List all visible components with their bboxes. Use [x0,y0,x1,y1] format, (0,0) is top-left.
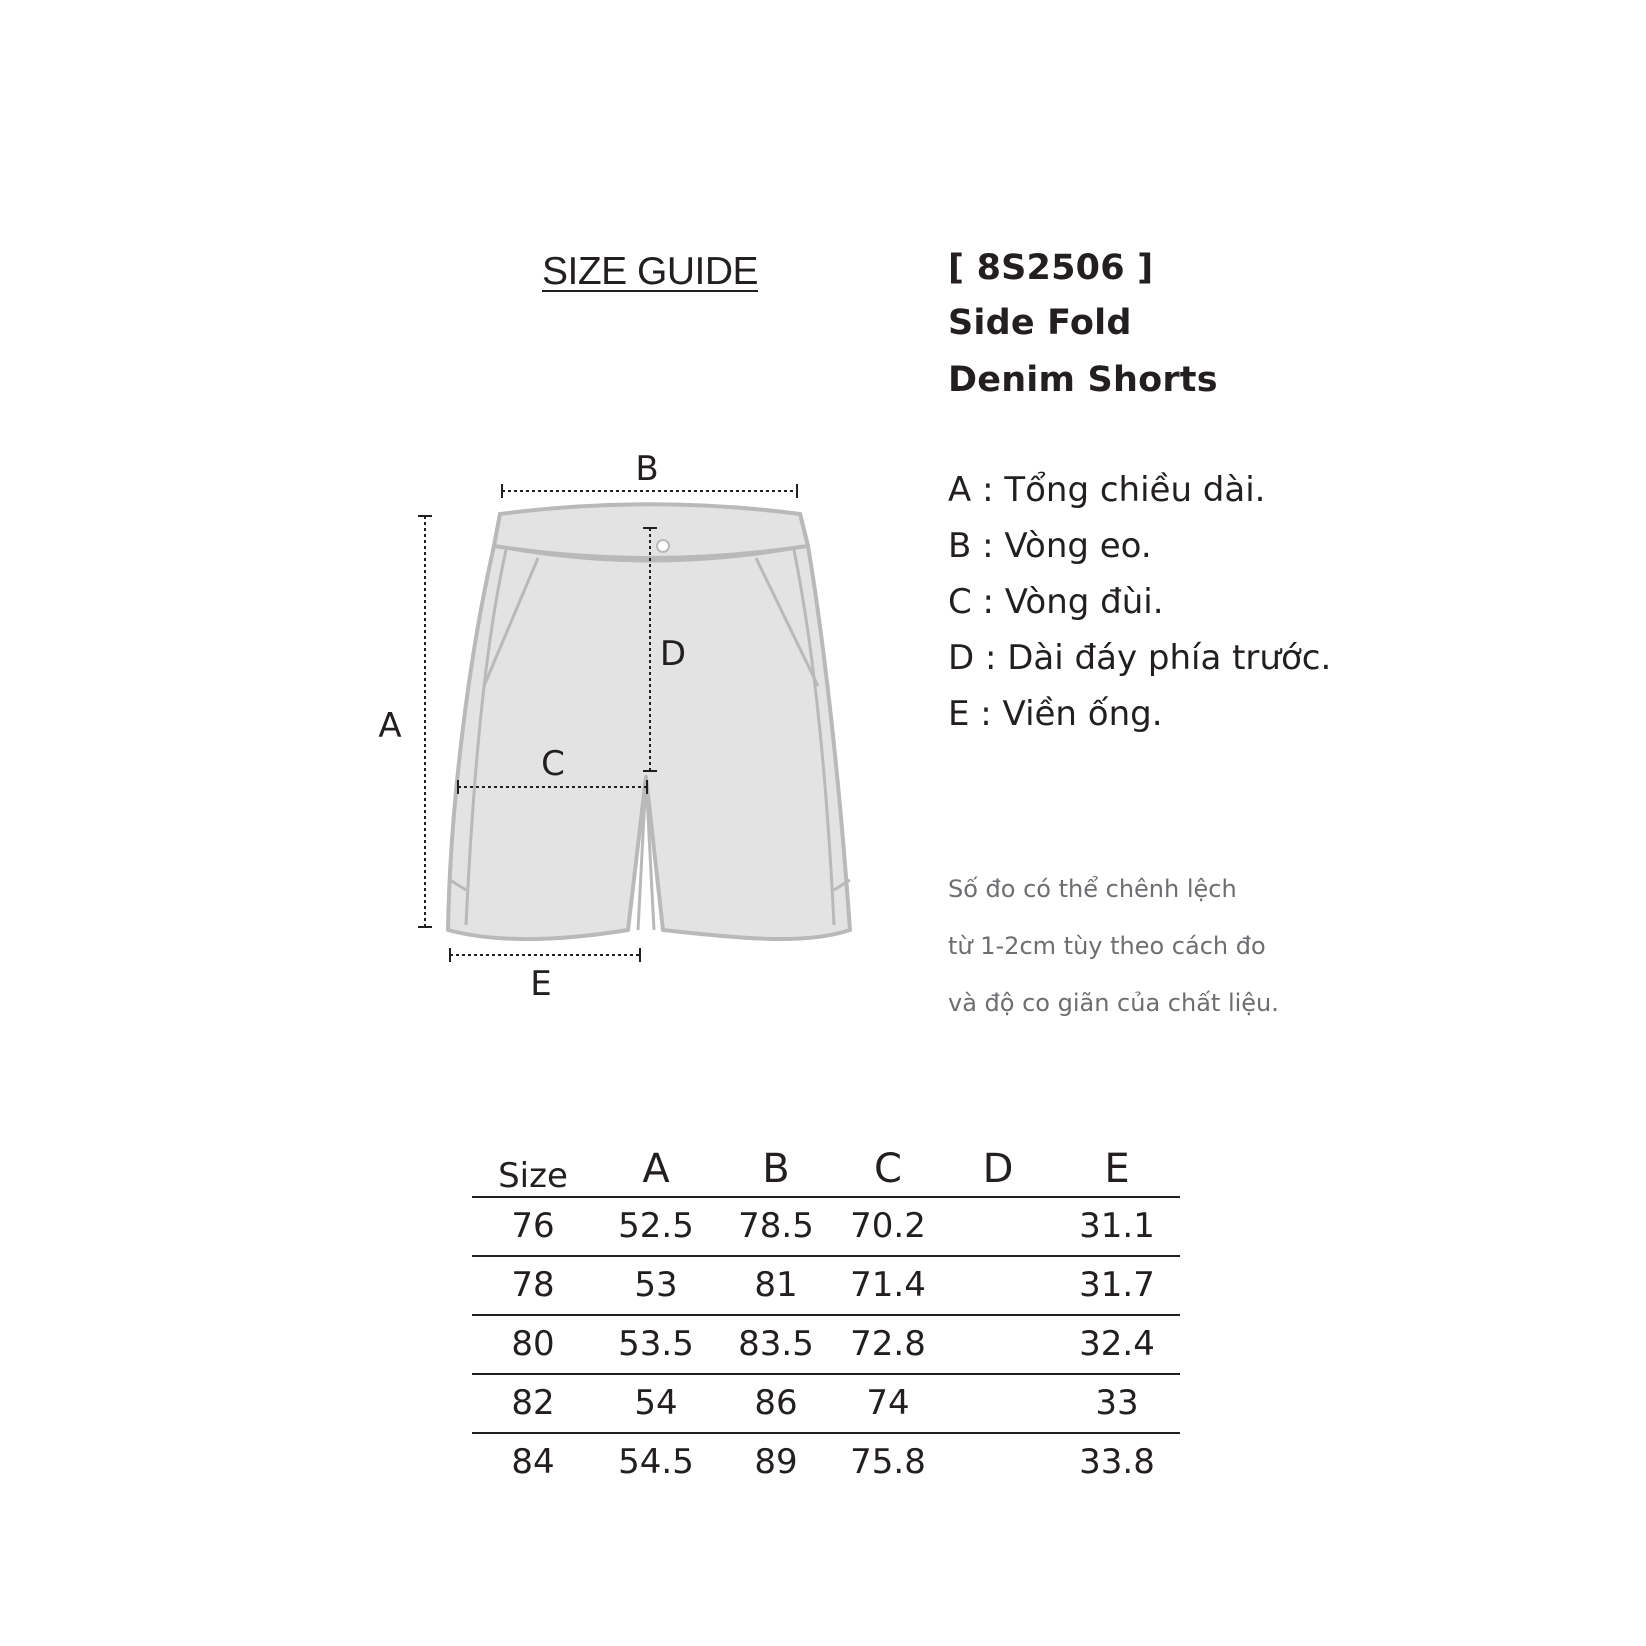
header-c: C [874,1146,902,1192]
label-d: D [659,634,687,674]
cell-a: 52.5 [594,1197,718,1256]
legend-item-c: C : Vòng đùi. [948,582,1164,622]
table-row [472,1315,1180,1374]
product-name-line1: Side Fold [948,303,1132,343]
header-d: D [982,1146,1014,1192]
header-e: E [1104,1146,1130,1192]
cell-b: 83.5 [718,1315,834,1374]
table-row [472,1256,1180,1315]
cell-size: 78 [472,1256,594,1315]
cell-c: 70.2 [834,1197,942,1256]
cell-e: 31.1 [1054,1197,1180,1256]
cell-d [942,1315,1054,1374]
header-a: A [642,1146,670,1192]
label-e: E [530,964,552,1004]
cell-d [942,1197,1054,1256]
cell-c: 72.8 [834,1315,942,1374]
cell-size: 84 [472,1433,594,1491]
cell-e: 32.4 [1054,1315,1180,1374]
size-table [472,1115,1180,1491]
waistband [494,504,808,558]
cell-size: 82 [472,1374,594,1433]
cell-e: 33 [1054,1374,1180,1433]
cell-b: 89 [718,1433,834,1491]
button-icon [657,540,669,552]
legend-item-b: B : Vòng eo. [948,526,1152,566]
cell-a: 54 [594,1374,718,1433]
header-b: B [762,1146,790,1192]
cell-a: 54.5 [594,1433,718,1491]
cell-d [942,1374,1054,1433]
header-size: Size [498,1156,568,1196]
cell-e: 31.7 [1054,1256,1180,1315]
cell-size: 76 [472,1197,594,1256]
measurement-note-line1: Số đo có thể chênh lệch [948,875,1237,903]
cell-a: 53.5 [594,1315,718,1374]
table-row [472,1433,1180,1491]
legend-item-a: A : Tổng chiều dài. [948,470,1266,510]
table-row [472,1197,1180,1256]
legend-item-d: D : Dài đáy phía trước. [948,638,1332,678]
label-b: B [635,449,659,489]
cell-c: 75.8 [834,1433,942,1491]
cell-b: 86 [718,1374,834,1433]
cell-b: 78.5 [718,1197,834,1256]
measurement-note-line2: từ 1-2cm tùy theo cách đo [948,932,1266,960]
cell-b: 81 [718,1256,834,1315]
cell-c: 74 [834,1374,942,1433]
label-a: A [378,706,402,746]
product-name-line2: Denim Shorts [948,360,1218,400]
cell-size: 80 [472,1315,594,1374]
cell-d [942,1256,1054,1315]
size-table-header [472,1115,1180,1197]
label-c: C [541,744,565,784]
legend-item-e: E : Viền ống. [948,694,1163,734]
cell-a: 53 [594,1256,718,1315]
table-row [472,1374,1180,1433]
cell-e: 33.8 [1054,1433,1180,1491]
page-title: SIZE GUIDE [541,250,759,293]
product-code: [ 8S2506 ] [948,248,1154,288]
measurement-note-line3: và độ co giãn của chất liệu. [948,989,1279,1017]
cell-c: 71.4 [834,1256,942,1315]
cell-d [942,1433,1054,1491]
